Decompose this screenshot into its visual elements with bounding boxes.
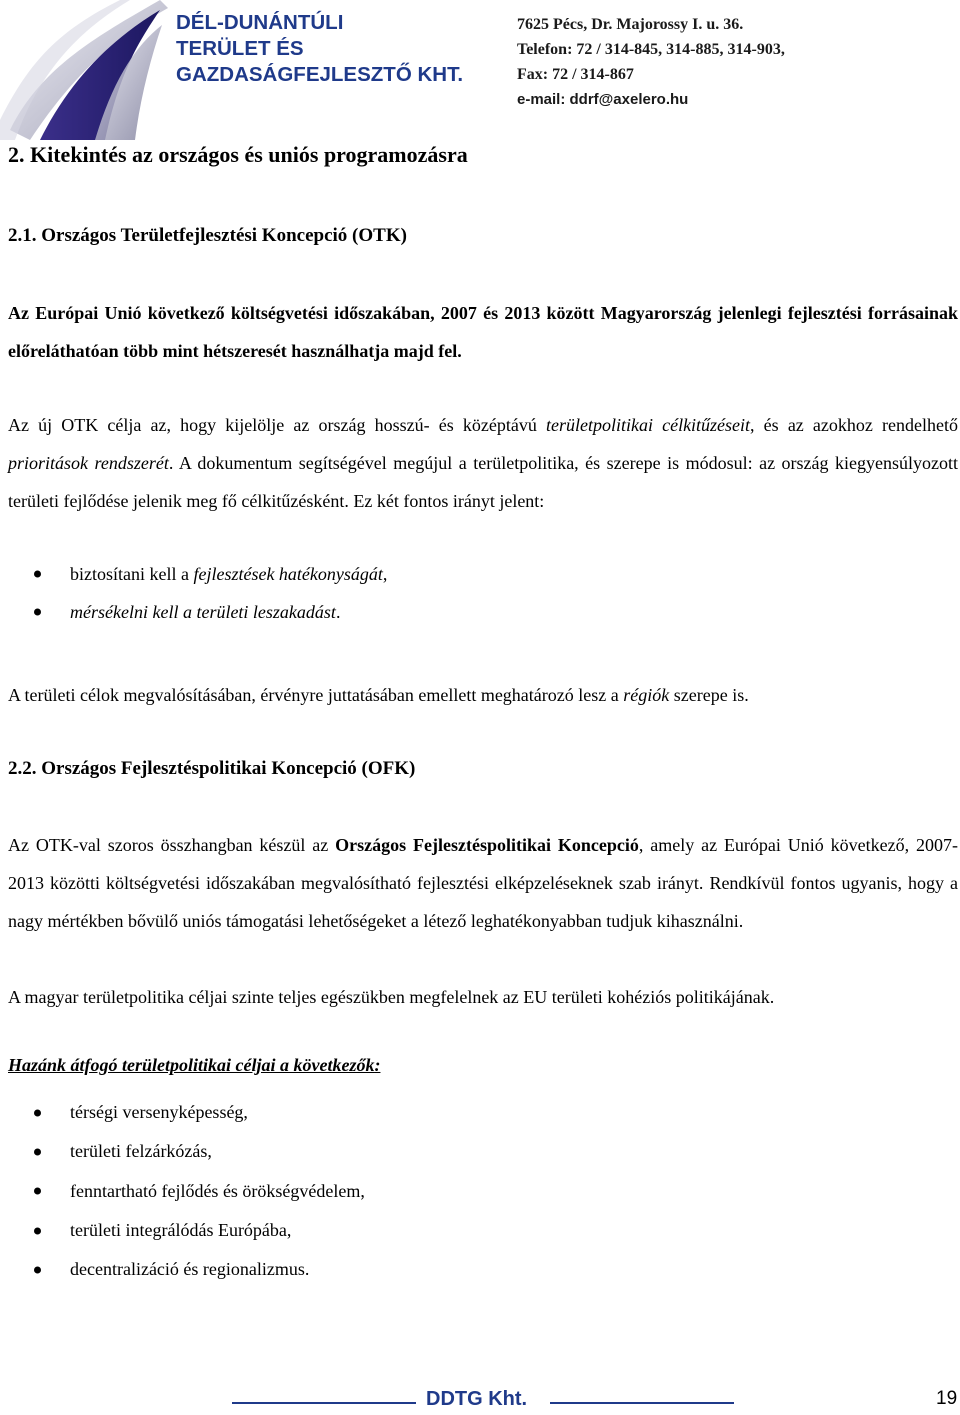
p3-b: régiók xyxy=(623,685,670,705)
list-item: fenntartható fejlődés és örökségvédelem, xyxy=(32,1172,365,1211)
list-item xyxy=(32,593,387,631)
otk-p2-a: Az új OTK célja az, hogy kijelölje az ország hosszú- és középtávú xyxy=(8,415,546,435)
bullet1-b: fejlesztések hatékonyságát xyxy=(193,564,383,584)
email: e-mail: ddrf@axelero.hu xyxy=(517,91,689,108)
ofk-p1-a: Az OTK-val szoros összhangban készül az xyxy=(8,835,336,855)
org-line-3: GAZDASÁGFEJLESZTŐ KHT. xyxy=(176,63,464,86)
otk-p2-d: prioritások rendszerét xyxy=(8,453,169,473)
list-item: decentralizáció és regionalizmus. xyxy=(32,1250,365,1289)
footer-company: DDTG Kht. xyxy=(426,1388,528,1410)
list-item: területi felzárkózás, xyxy=(32,1132,365,1171)
fax: Fax: 72 / 314-867 xyxy=(517,66,634,83)
p3-a: A területi célok megvalósításában, érvényre juttatásában emellett meghatározó lesz a xyxy=(8,685,624,705)
otk-heading: 2.1. Országos Területfejlesztési Koncepció (OTK) xyxy=(8,225,407,246)
p3-c: szerepe is. xyxy=(669,685,749,705)
section-title: 2. Kitekintés az országos és uniós programozásra xyxy=(8,142,468,167)
ofk-p1-b: Országos Fejlesztéspolitikai Koncepció xyxy=(335,835,639,855)
org-line-1: DÉL-DUNÁNTÚLI xyxy=(176,11,344,34)
otk-intro: Az Európai Unió következő költségvetési időszakában, 2007 és 2013 között Magyarország jelenlegi fejlesztési forrásainak előreláthatóan több mint hétszeresét használhatja majd fel. xyxy=(8,303,958,361)
otk-bullet-list xyxy=(32,555,387,631)
ofk-p1-c: , amely az Európai Unió következő, 2007-2013 közötti költségvetési időszakában megvalósítható fejlesztési elképzeléseknek szab irányt. Rendkívül fontos ugyanis, hogy a nagy mértékben bővülő uniós támogatási lehetőségeket a létező leghatékonyabban tudjuk kihasználni. xyxy=(8,835,959,931)
otk-p2-e: . A dokumentum segítségével megújul a területpolitika, és szerepe is módosul: az ország kiegyensúlyozott területi fejlődése jelenik meg fő célkitűzésként. Ez két fontos irányt jelent: xyxy=(8,453,959,511)
company-logo xyxy=(0,0,170,140)
targets-list xyxy=(32,1093,365,1289)
address: 7625 Pécs, Dr. Majorossy I. u. 36. xyxy=(517,16,744,33)
ofk-heading: 2.2. Országos Fejlesztéspolitikai Koncepció (OFK) xyxy=(8,758,416,779)
footer-divider-right xyxy=(550,1402,734,1404)
otk-p2-b: területpolitikai célkitűzéseit xyxy=(545,415,751,435)
ofk-paragraph-2: A magyar területpolitika céljai szinte teljes egészükben megfelelnek az EU területi kohéziós politikájának. xyxy=(8,987,775,1007)
phone: Telefon: 72 / 314-845, 314-885, 314-903, xyxy=(517,41,785,58)
org-line-2: TERÜLET ÉS xyxy=(176,37,304,60)
otk-regions-paragraph xyxy=(8,682,958,708)
page-number: 19 xyxy=(936,1388,958,1409)
ofk-paragraph xyxy=(8,826,958,940)
list-item xyxy=(32,555,387,593)
footer-divider-left xyxy=(232,1402,416,1404)
list-item: térségi versenyképesség, xyxy=(32,1093,365,1132)
bullet1-a: biztosítani kell a xyxy=(70,564,194,584)
otk-paragraph xyxy=(8,406,958,520)
list-item: területi integrálódás Európába, xyxy=(32,1211,365,1250)
organization-name xyxy=(176,10,506,88)
bullet2-end: . xyxy=(335,602,341,622)
bullet2: mérsékelni kell a területi leszakadást xyxy=(70,602,336,622)
targets-heading xyxy=(8,1055,380,1076)
bullet1-c: , xyxy=(382,564,388,584)
contact-block xyxy=(517,12,957,112)
targets-heading-colon: : xyxy=(374,1055,381,1075)
targets-heading-text: Hazánk átfogó területpolitikai céljai a következők xyxy=(8,1055,375,1075)
otk-p2-c: , és az azokhoz rendelhető xyxy=(750,415,958,435)
